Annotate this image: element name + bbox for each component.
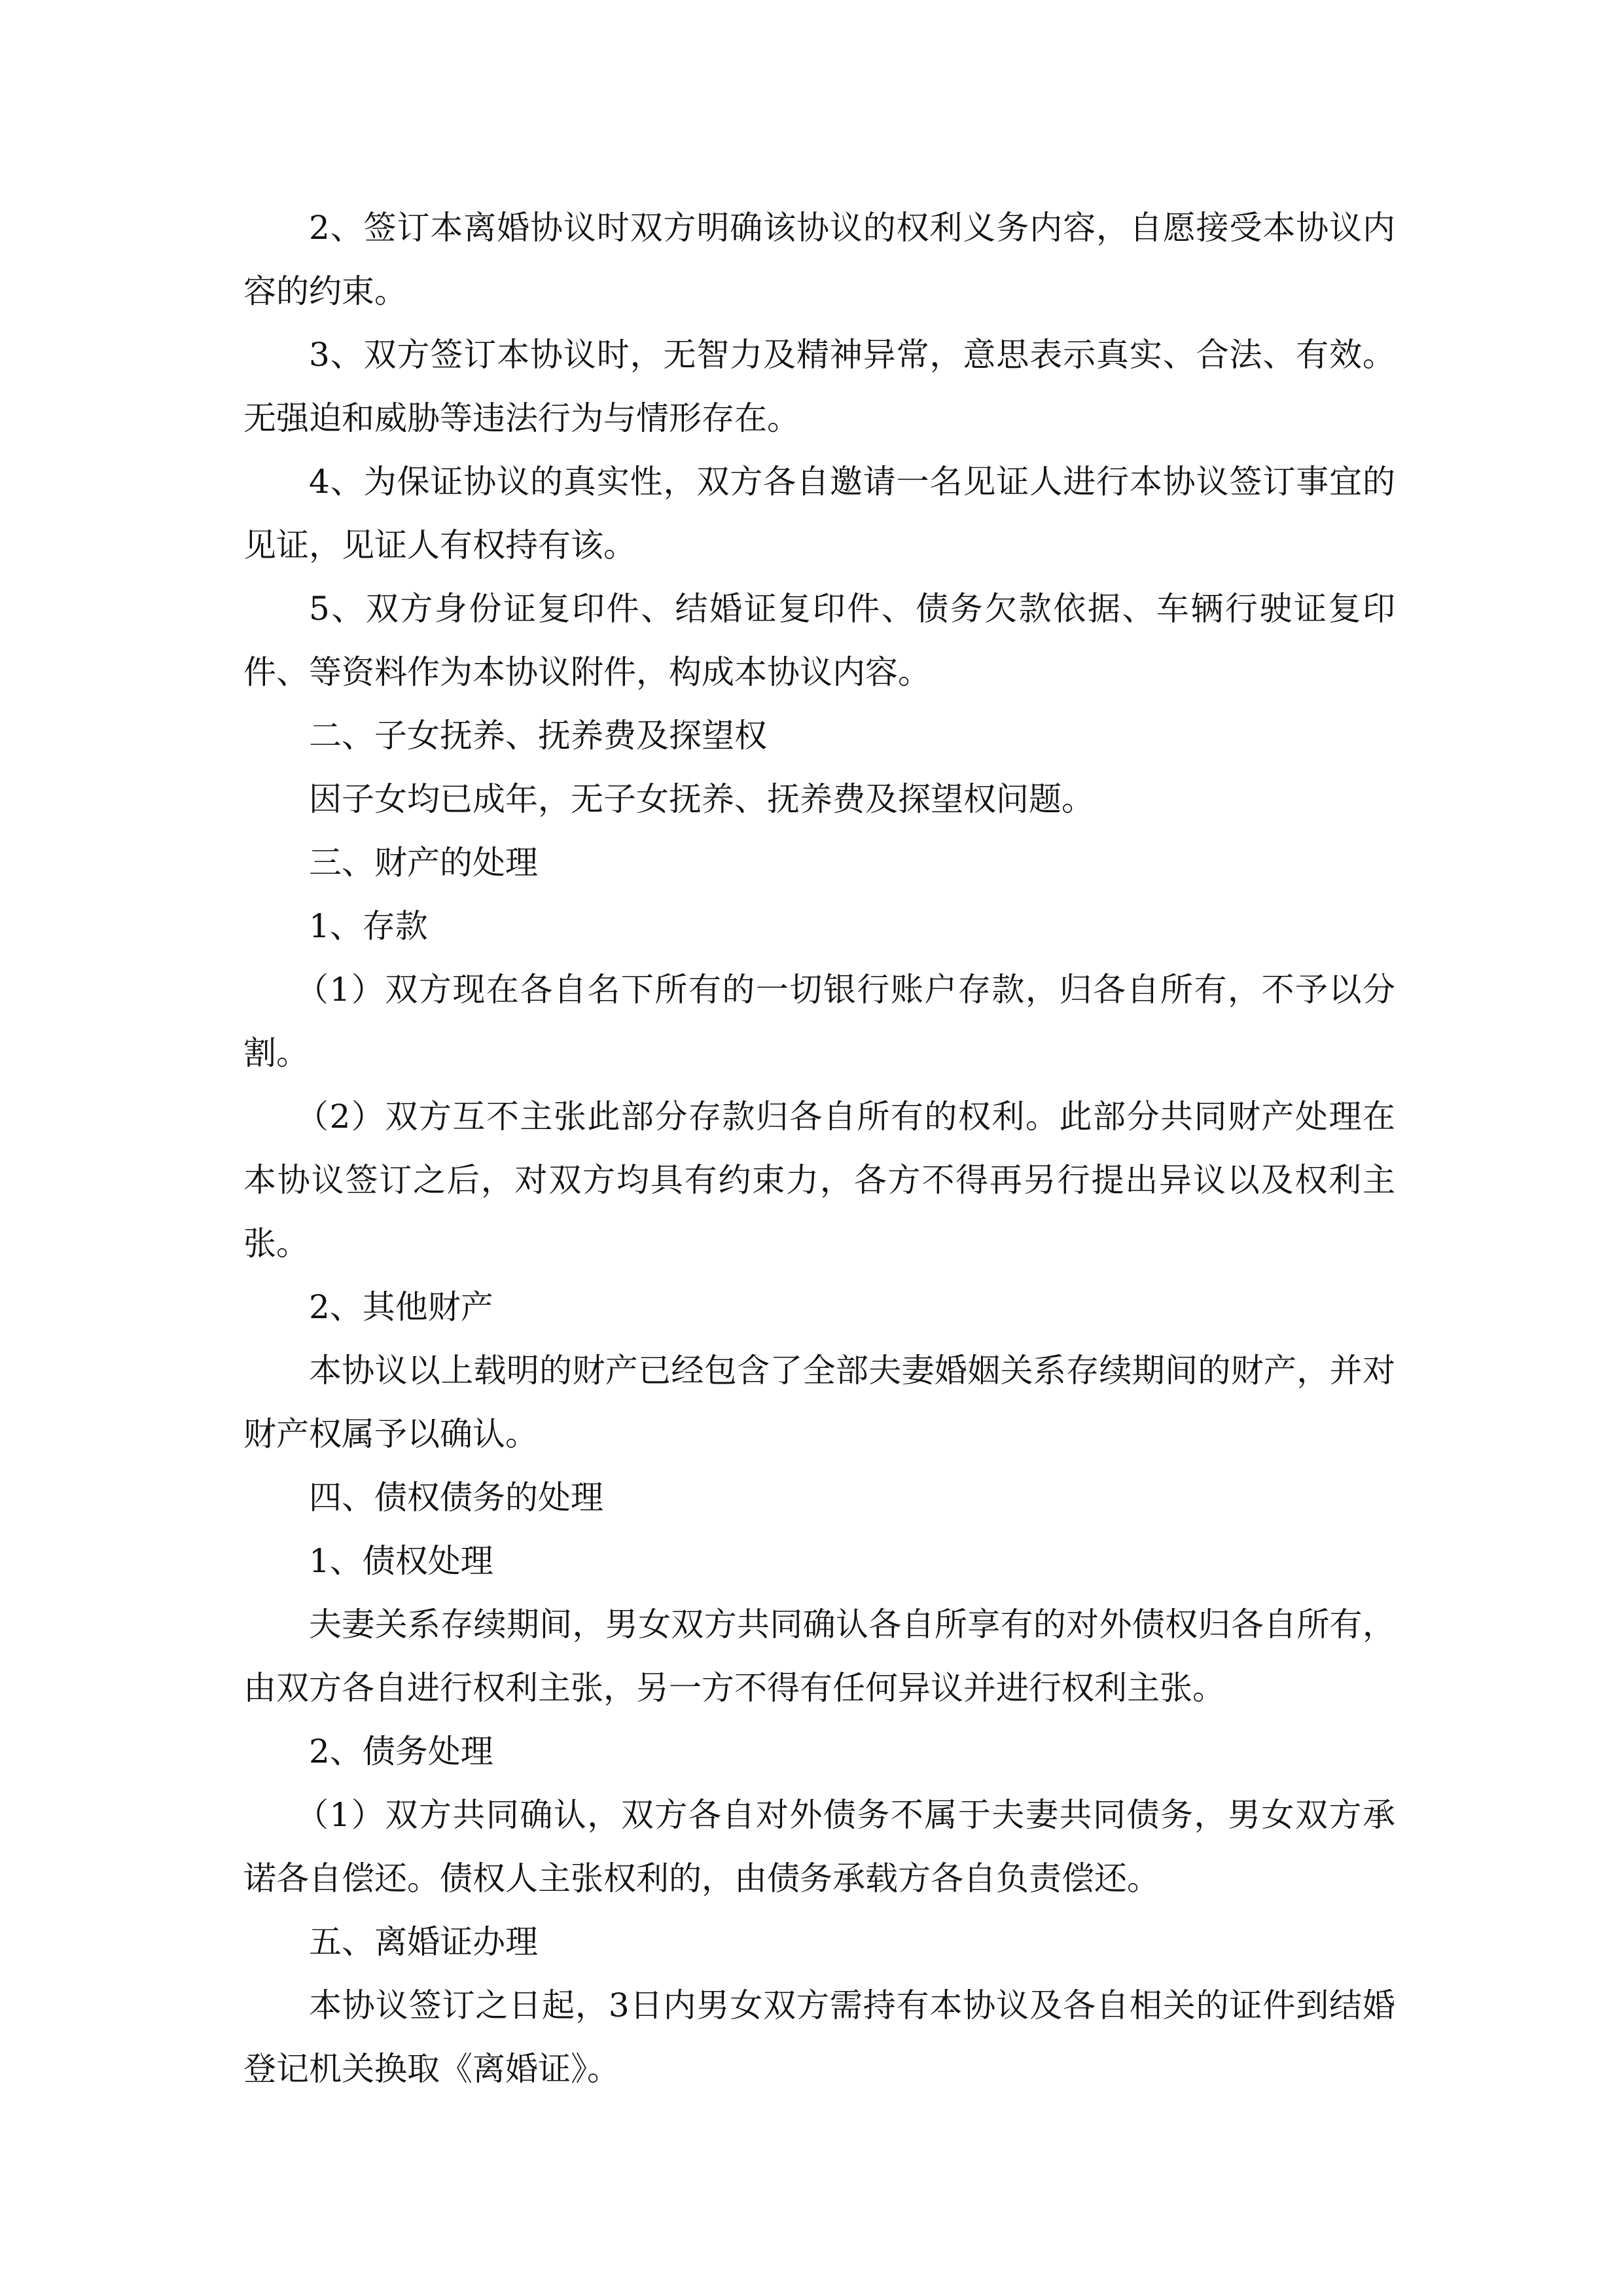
debt-handling-item-1: （1）双方共同确认，双方各自对外债务不属于夫妻共同债务，男女双方承诺各自偿还。债权人主张权利的，由债务承载方各自负责偿还。 bbox=[243, 1796, 1395, 1897]
clause-4-witness: 4、为保证协议的真实性，双方各自邀请一名见证人进行本协议签订事宜的见证，见证人有权持有该。 bbox=[243, 463, 1395, 564]
divorce-certificate-text: 本协议签订之日起，3日内男女双方需持有本协议及各自相关的证件到结婚登记机关换取《离婚证》。 bbox=[243, 1986, 1395, 2088]
section-heading-child-custody: 二、子女抚养、抚养费及探望权 bbox=[309, 717, 767, 755]
claims-text: 夫妻关系存续期间，男女双方共同确认各自所享有的对外债权归各自所有，由双方各自进行权利主张，另一方不得有任何异议并进行权利主张。 bbox=[243, 1605, 1395, 1707]
section-heading-property: 三、财产的处理 bbox=[309, 844, 538, 882]
deposits-item-1: （1）双方现在各自名下所有的一切银行账户存款，归各自所有，不予以分割。 bbox=[243, 971, 1395, 1072]
clause-2-agreement-rights: 2、签订本离婚协议时双方明确该协议的权利义务内容，自愿接受本协议内容的约束。 bbox=[243, 209, 1395, 310]
child-custody-text: 因子女均已成年，无子女抚养、抚养费及探望权问题。 bbox=[309, 780, 1094, 818]
clause-5-attachments: 5、双方身份证复印件、结婚证复印件、债务欠款依据、车辆行驶证复印件、等资料作为本协议附件，构成本协议内容。 bbox=[243, 590, 1395, 691]
section-heading-debts: 四、债权债务的处理 bbox=[309, 1479, 603, 1516]
document-body bbox=[243, 196, 1395, 2101]
clause-3-mental-capacity: 3、双方签订本协议时，无智力及精神异常，意思表示真实、合法、有效。无强迫和威胁等违法行为与情形存在。 bbox=[243, 336, 1395, 437]
deposits-item-2: （2）双方互不主张此部分存款归各自所有的权利。此部分共同财产处理在本协议签订之后，对双方均具有约束力，各方不得再另行提出异议以及权利主张。 bbox=[243, 1098, 1395, 1263]
section-heading-divorce-certificate: 五、离婚证办理 bbox=[309, 1923, 538, 1961]
subheading-deposits: 1、存款 bbox=[309, 907, 428, 945]
other-property-text: 本协议以上载明的财产已经包含了全部夫妻婚姻关系存续期间的财产，并对财产权属予以确认。 bbox=[243, 1352, 1395, 1453]
subheading-debt-handling: 2、债务处理 bbox=[309, 1732, 493, 1770]
subheading-other-property: 2、其他财产 bbox=[309, 1288, 493, 1326]
subheading-claims: 1、债权处理 bbox=[309, 1542, 493, 1580]
